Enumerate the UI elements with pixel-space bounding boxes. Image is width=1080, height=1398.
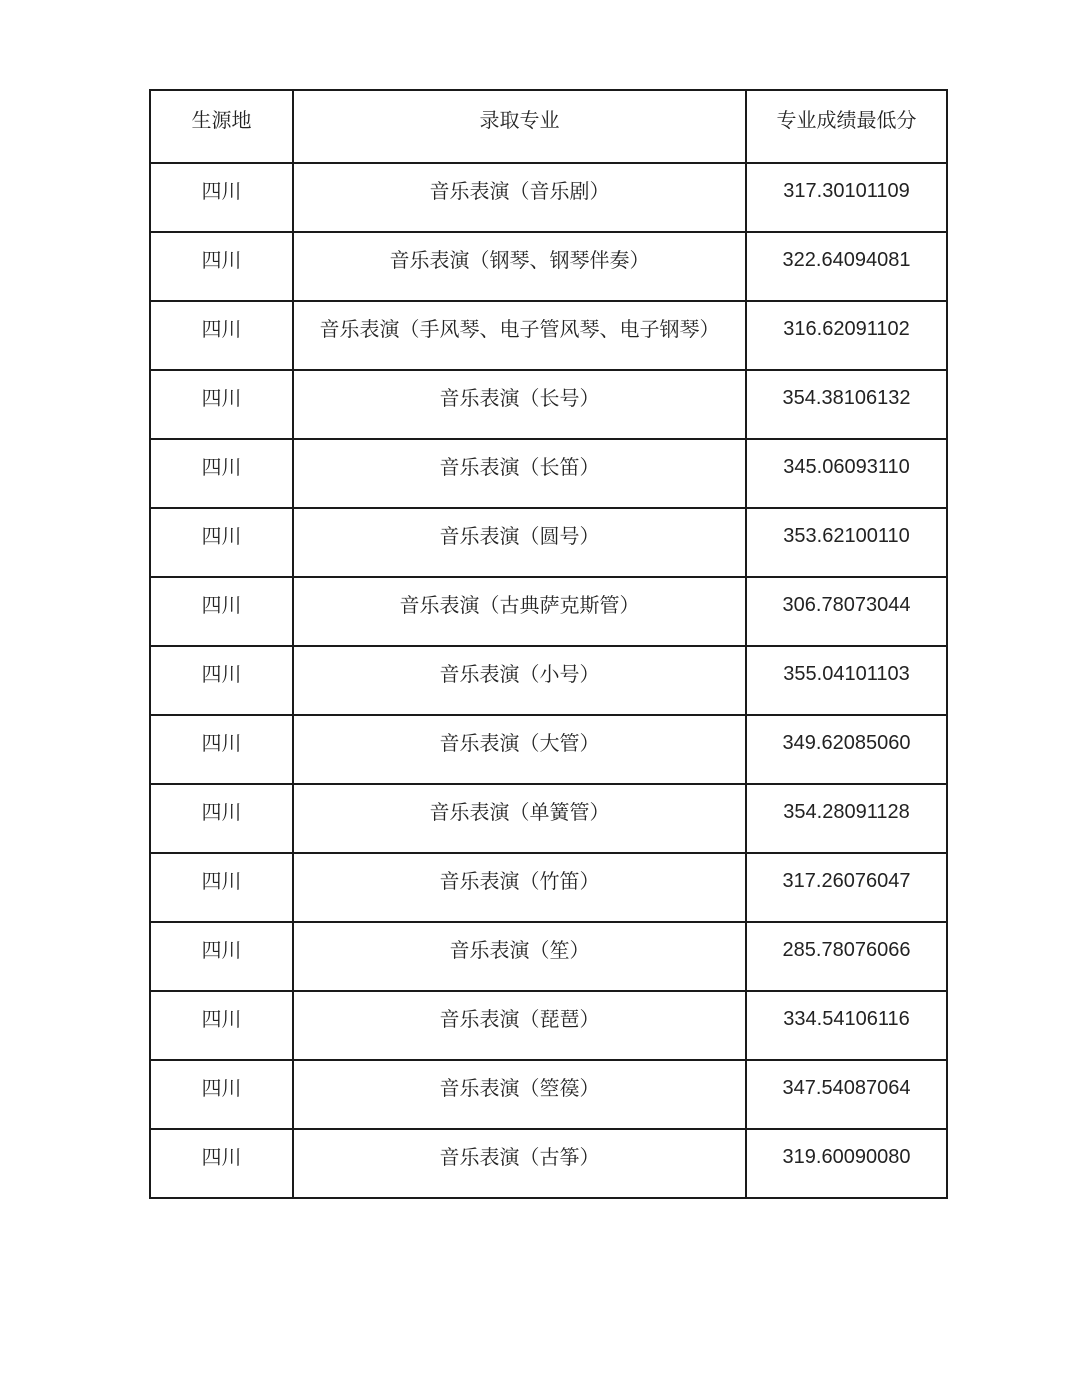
table-row <box>150 301 947 370</box>
major-cell: 音乐表演（手风琴、电子管风琴、电子钢琴） <box>293 301 746 370</box>
origin-cell: 四川 <box>150 439 293 508</box>
origin-cell: 四川 <box>150 784 293 853</box>
header-min-score: 专业成绩最低分 <box>746 90 947 163</box>
origin-cell: 四川 <box>150 232 293 301</box>
table-header <box>150 90 947 163</box>
header-origin: 生源地 <box>150 90 293 163</box>
header-major: 录取专业 <box>293 90 746 163</box>
table-row <box>150 163 947 232</box>
min-score-cell: 334.54106116 <box>746 991 947 1060</box>
major-cell: 音乐表演（圆号） <box>293 508 746 577</box>
table-row <box>150 439 947 508</box>
header-row <box>150 90 947 163</box>
min-score-cell: 345.06093110 <box>746 439 947 508</box>
min-score-cell: 347.54087064 <box>746 1060 947 1129</box>
major-cell: 音乐表演（长号） <box>293 370 746 439</box>
table-row <box>150 577 947 646</box>
min-score-cell: 317.30101109 <box>746 163 947 232</box>
major-cell: 音乐表演（大管） <box>293 715 746 784</box>
origin-cell: 四川 <box>150 370 293 439</box>
admission-score-table <box>149 89 948 1199</box>
origin-cell: 四川 <box>150 163 293 232</box>
origin-cell: 四川 <box>150 1129 293 1198</box>
major-cell: 音乐表演（笙） <box>293 922 746 991</box>
min-score-cell: 317.26076047 <box>746 853 947 922</box>
origin-cell: 四川 <box>150 301 293 370</box>
min-score-cell: 319.60090080 <box>746 1129 947 1198</box>
origin-cell: 四川 <box>150 1060 293 1129</box>
origin-cell: 四川 <box>150 508 293 577</box>
major-cell: 音乐表演（古筝） <box>293 1129 746 1198</box>
min-score-cell: 355.04101103 <box>746 646 947 715</box>
table-row <box>150 646 947 715</box>
table-body <box>150 163 947 1198</box>
table-row <box>150 232 947 301</box>
table-row <box>150 784 947 853</box>
table-row <box>150 370 947 439</box>
min-score-cell: 322.64094081 <box>746 232 947 301</box>
origin-cell: 四川 <box>150 853 293 922</box>
major-cell: 音乐表演（单簧管） <box>293 784 746 853</box>
min-score-cell: 285.78076066 <box>746 922 947 991</box>
major-cell: 音乐表演（竹笛） <box>293 853 746 922</box>
table-row <box>150 1129 947 1198</box>
min-score-cell: 354.28091128 <box>746 784 947 853</box>
table-row <box>150 1060 947 1129</box>
major-cell: 音乐表演（箜篌） <box>293 1060 746 1129</box>
major-cell: 音乐表演（长笛） <box>293 439 746 508</box>
min-score-cell: 349.62085060 <box>746 715 947 784</box>
origin-cell: 四川 <box>150 715 293 784</box>
major-cell: 音乐表演（小号） <box>293 646 746 715</box>
origin-cell: 四川 <box>150 991 293 1060</box>
origin-cell: 四川 <box>150 922 293 991</box>
min-score-cell: 316.62091102 <box>746 301 947 370</box>
table-row <box>150 715 947 784</box>
table-row <box>150 991 947 1060</box>
origin-cell: 四川 <box>150 646 293 715</box>
major-cell: 音乐表演（音乐剧） <box>293 163 746 232</box>
major-cell: 音乐表演（钢琴、钢琴伴奏） <box>293 232 746 301</box>
major-cell: 音乐表演（琵琶） <box>293 991 746 1060</box>
min-score-cell: 354.38106132 <box>746 370 947 439</box>
table-row <box>150 508 947 577</box>
table-row <box>150 922 947 991</box>
table-row <box>150 853 947 922</box>
origin-cell: 四川 <box>150 577 293 646</box>
min-score-cell: 306.78073044 <box>746 577 947 646</box>
major-cell: 音乐表演（古典萨克斯管） <box>293 577 746 646</box>
min-score-cell: 353.62100110 <box>746 508 947 577</box>
